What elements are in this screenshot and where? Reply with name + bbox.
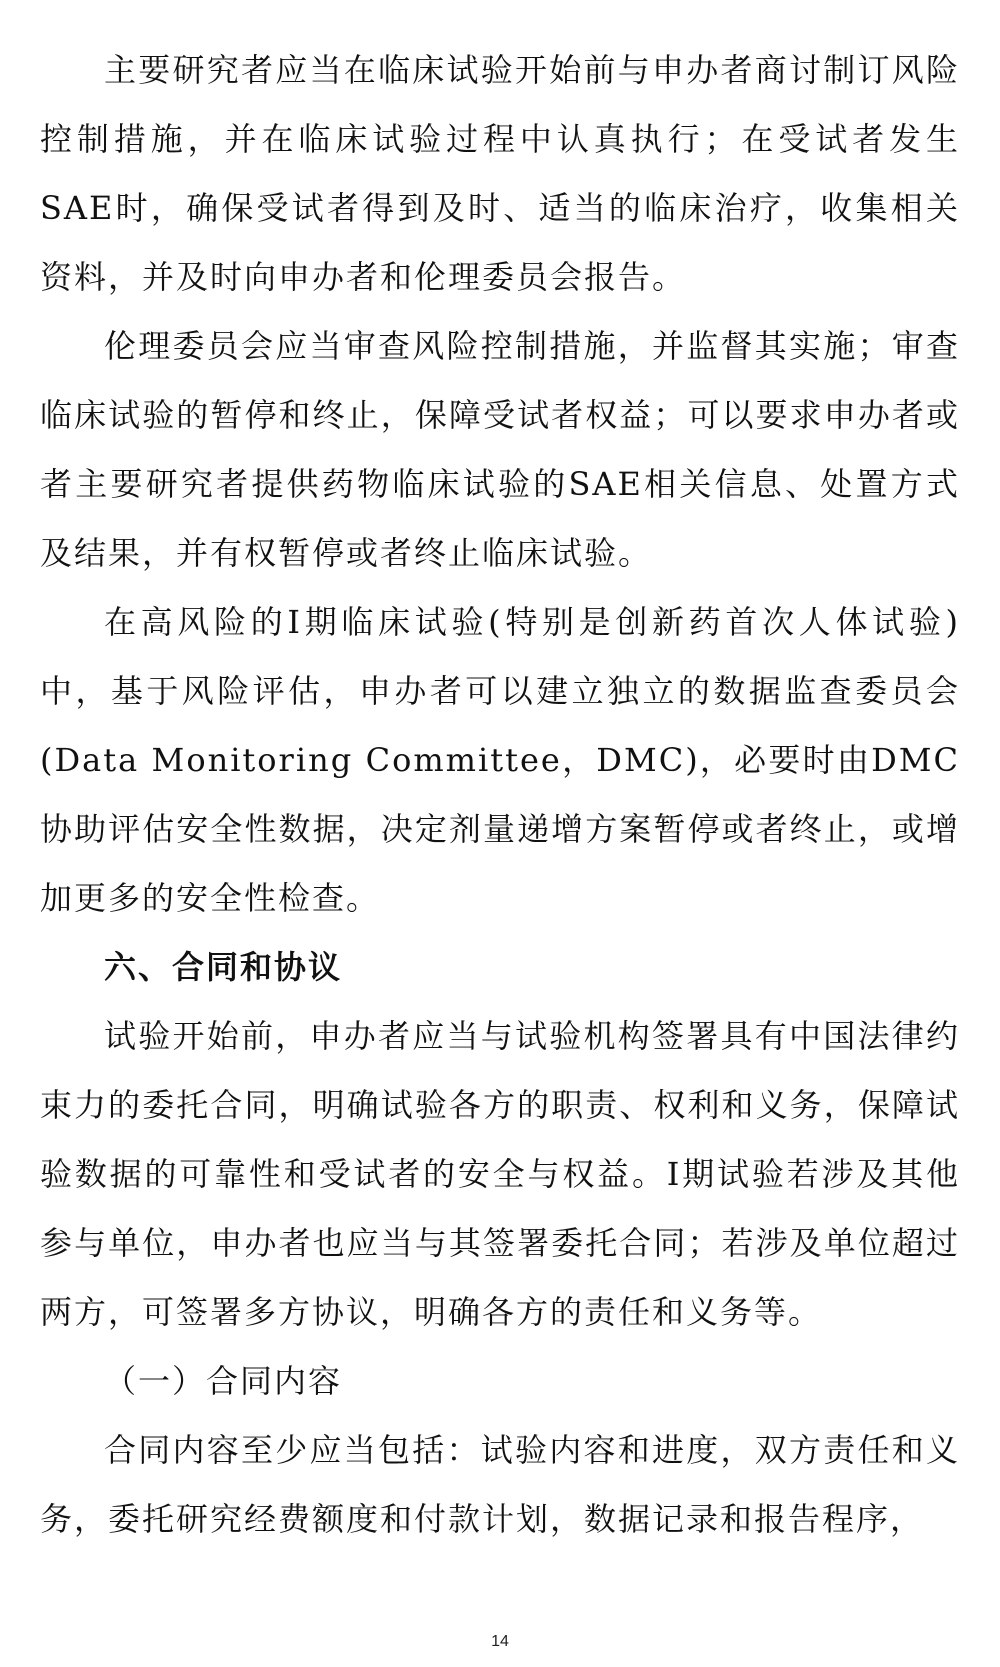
paragraph-dmc: 在高风险的I期临床试验(特别是创新药首次人体试验)中，基于风险评估，申办者可以建立独立的数据监查委员会(Data Monitoring Committee，DMC)，必要时由DMC协助评估安全性数据，决定剂量递增方案暂停或者终止，或增加更多的安全性检查。 — [40, 603, 960, 917]
page-number: 14 — [491, 1633, 509, 1650]
section-heading-contracts: 六、合同和协议 — [104, 948, 343, 986]
document-body — [40, 36, 960, 1554]
paragraph-contract-content: 合同内容至少应当包括：试验内容和进度，双方责任和义务，委托研究经费额度和付款计划，数据记录和报告程序， — [40, 1431, 960, 1538]
paragraph-investigator-risk-control: 主要研究者应当在临床试验开始前与申办者商讨制订风险控制措施，并在临床试验过程中认真执行；在受试者发生SAE时，确保受试者得到及时、适当的临床治疗，收集相关资料，并及时向申办者和伦理委员会报告。 — [40, 51, 960, 296]
paragraph-contracts: 试验开始前，申办者应当与试验机构签署具有中国法律约束力的委托合同，明确试验各方的职责、权利和义务，保障试验数据的可靠性和受试者的安全与权益。I期试验若涉及其他参与单位，申办者也应当与其签署委托合同；若涉及单位超过两方，可签署多方协议，明确各方的责任和义务等。 — [40, 1017, 960, 1331]
paragraph-ethics-committee: 伦理委员会应当审查风险控制措施，并监督其实施；审查临床试验的暂停和终止，保障受试者权益；可以要求申办者或者主要研究者提供药物临床试验的SAE相关信息、处置方式及结果，并有权暂停或者终止临床试验。 — [40, 327, 960, 572]
subsection-heading-contract-content: （一）合同内容 — [104, 1362, 343, 1400]
